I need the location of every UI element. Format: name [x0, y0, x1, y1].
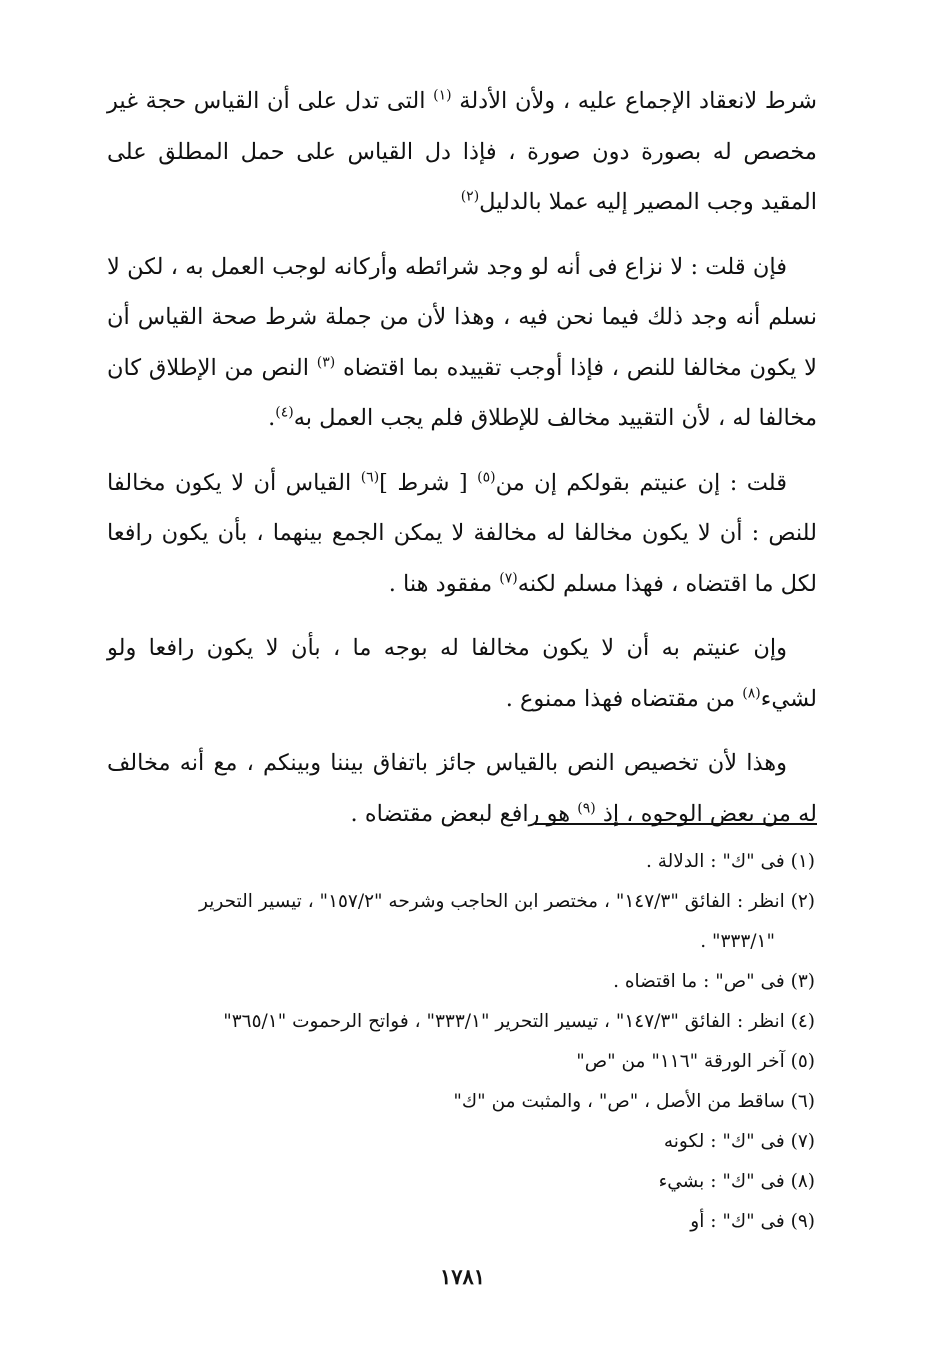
footnote-ref: (٦) — [360, 469, 380, 485]
footnote-8: (٨) فى "ك" : بشيء — [658, 1171, 815, 1192]
text-run: النص من الإطلاق كان مخالفا له ، لأن التقييد مخالف للإطلاق فلم يجب العمل به — [107, 354, 817, 431]
main-text — [107, 76, 817, 853]
text-run: فإن قلت : لا نزاع فى أنه لو وجد شرائطه وأركانه لوجب العمل به ، لكن لا نسلم أنه وجد ذلك فيما نحن فيه ، وهذا لأن من جملة شرط صحة القياس أن لا يكون مخالفا للنص ، فإذا أوجب تقييده بما اقتضاه — [107, 253, 817, 381]
footnote-7: (٧) فى "ك" : لكونه — [663, 1131, 815, 1152]
text-run: القياس أن لا يكون مخالفا للنص : أن لا يكون مخالفا له مخالفة لا يمكن الجمع بينهما ، بأن يكون رافعا لكل ما اقتضاه ، فهذا مسلم لكنه — [107, 469, 817, 597]
text-run: شرط لانعقاد الإجماع عليه ، ولأن الأدلة — [451, 88, 817, 114]
paragraph-4 — [107, 623, 817, 724]
footnote-2: (٢) انظر : الفائق "١٤٧/٣" ، مختصر ابن الحاجب وشرحه "١٥٧/٢" ، تيسير التحرير — [199, 891, 815, 912]
text-run: التى تدل على أن القياس حجة غير مخصص له بصورة دون صورة ، فإذا دل القياس على حمل المطلق على المقيد وجب المصير إليه عملا بالدليل — [107, 88, 817, 215]
paragraph-2 — [107, 242, 817, 444]
text-run: وإن عنيتم به أن لا يكون مخالفا له بوجه ما ، بأن لا يكون رافعا ولو لشيء — [107, 635, 817, 712]
footnote-ref: (٩) — [577, 800, 596, 816]
footnote-ref: (٨) — [742, 685, 761, 701]
footnotes — [105, 842, 815, 1242]
footnote-ref: (٧) — [499, 570, 518, 586]
page-number: ١٧٨١ — [439, 1264, 486, 1289]
text-run: مفقود هنا . — [388, 570, 500, 597]
footnote-separator — [535, 823, 817, 825]
footnote-ref: (٢) — [460, 188, 480, 205]
text-run: هو رافع لبعض مقتضاه . — [350, 800, 578, 827]
text-run: [ شرط ] — [379, 469, 478, 496]
footnote-6: (٦) ساقط من الأصل ، "ص" ، والمثبت من "ك" — [453, 1091, 815, 1112]
footnote-2-continuation: "٣٣٣/١" . — [700, 931, 775, 952]
footnote-ref: (٤) — [275, 404, 294, 421]
footnote-ref: (٥) — [477, 469, 496, 485]
text-run: . — [268, 405, 276, 431]
text-run: قلت : إن عنيتم بقولكم إن من — [495, 469, 788, 496]
text-run: وهذا لأن تخصيص النص بالقياس جائز باتفاق بيننا وبينكم ، مع أنه مخالف له من بعض الوجوه ، إذ — [107, 750, 817, 827]
footnote-5: (٥) آخر الورقة "١١٦" من "ص" — [576, 1051, 815, 1072]
text-run: من مقتضاه فهذا ممنوع . — [505, 685, 743, 712]
footnote-3: (٣) فى "ص" : ما اقتضاه . — [613, 971, 815, 992]
paragraph-1 — [107, 76, 817, 228]
footnote-9: (٩) فى "ك" : أو — [690, 1211, 815, 1232]
footnote-1: (١) فى "ك" : الدلالة . — [645, 851, 815, 872]
paragraph-3 — [107, 458, 817, 610]
footnote-ref: (١) — [433, 87, 452, 104]
footnote-4: (٤) انظر : الفائق "١٤٧/٣" ، تيسير التحرير "٣٣٣/١" ، فواتح الرحموت "٣٦٥/١" — [223, 1011, 815, 1032]
footnote-ref: (٣) — [316, 354, 336, 370]
